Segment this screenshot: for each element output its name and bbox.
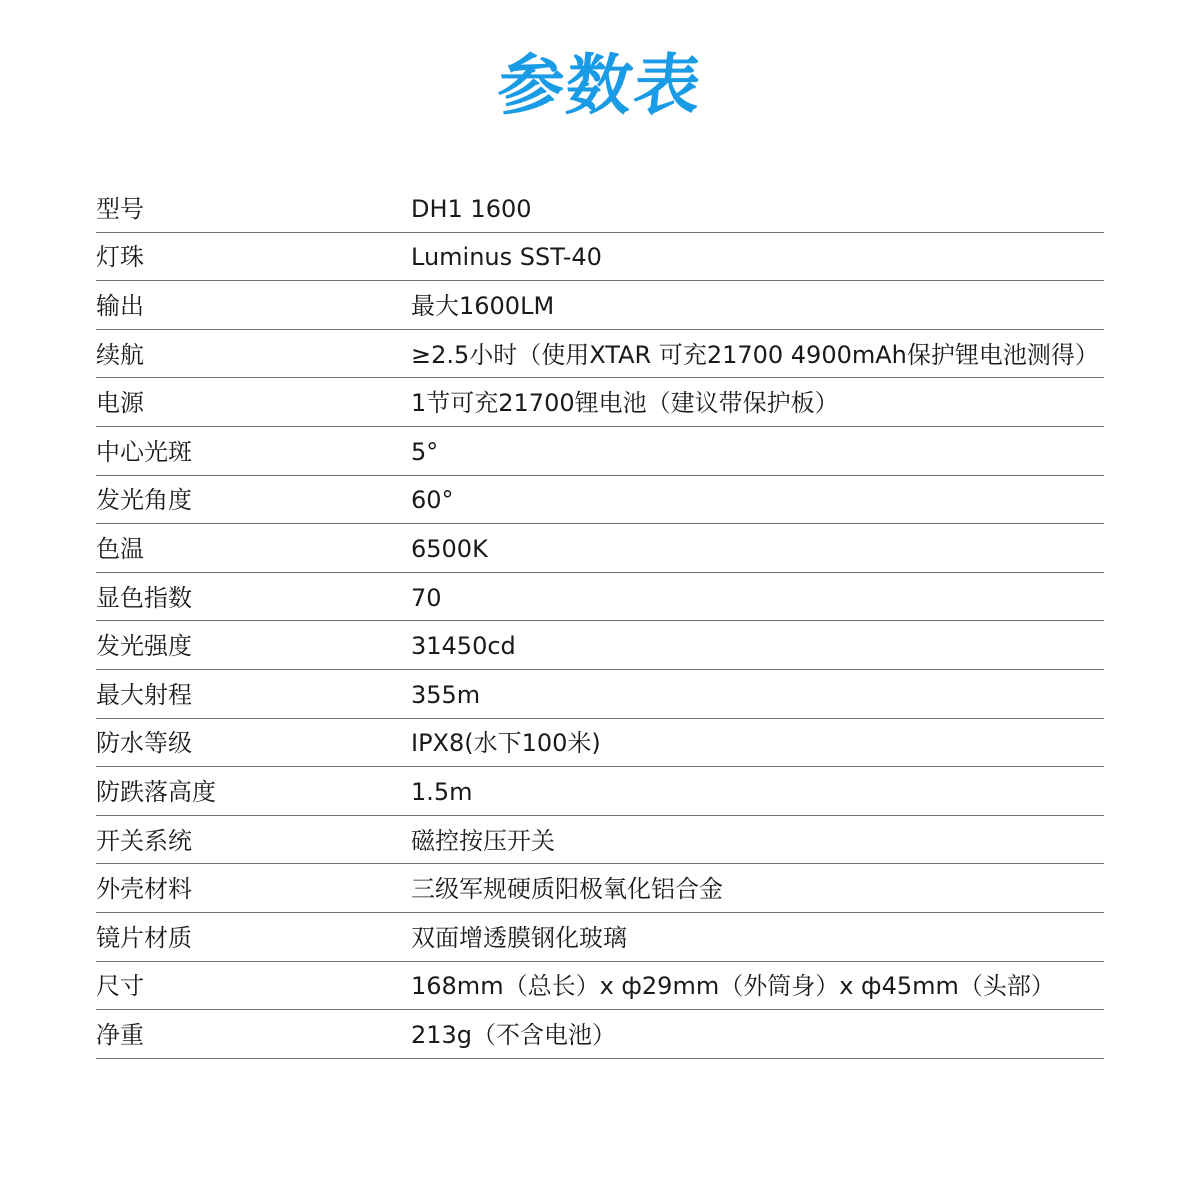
spec-label: 色温	[96, 534, 144, 563]
spec-row	[96, 281, 1104, 330]
spec-value: 5°	[411, 437, 439, 466]
spec-label: 防水等级	[96, 729, 192, 758]
spec-row	[96, 719, 1104, 768]
spec-value: 213g（不含电池）	[411, 1020, 617, 1049]
spec-label: 发光角度	[96, 486, 192, 515]
spec-label: 输出	[96, 291, 144, 320]
spec-label: 尺寸	[96, 972, 144, 1001]
spec-label: 最大射程	[96, 680, 192, 709]
spec-label: 防跌落高度	[96, 777, 216, 806]
spec-value: 三级军规硬质阳极氧化铝合金	[411, 875, 723, 904]
spec-value: 168mm（总长）x ф29mm（外筒身）x ф45mm（头部）	[411, 972, 1055, 1001]
spec-row	[96, 767, 1104, 816]
spec-value: 1.5m	[411, 777, 473, 806]
spec-row	[96, 573, 1104, 622]
spec-label: 电源	[96, 389, 144, 418]
spec-row	[96, 816, 1104, 865]
spec-row	[96, 476, 1104, 525]
spec-label: 开关系统	[96, 826, 192, 855]
spec-value: 60°	[411, 486, 454, 515]
spec-row	[96, 864, 1104, 913]
spec-value: Luminus SST-40	[411, 243, 602, 272]
spec-label: 续航	[96, 340, 144, 369]
spec-row	[96, 184, 1104, 233]
spec-row	[96, 524, 1104, 573]
spec-label: 显色指数	[96, 583, 192, 612]
spec-row	[96, 913, 1104, 962]
spec-table	[96, 184, 1104, 1059]
spec-row	[96, 330, 1104, 379]
spec-row	[96, 427, 1104, 476]
page-title: 参数表	[494, 47, 707, 124]
spec-value: 磁控按压开关	[411, 826, 555, 855]
spec-label: 发光强度	[96, 632, 192, 661]
spec-row	[96, 233, 1104, 282]
spec-value: 最大1600LM	[411, 291, 555, 320]
spec-label: 外壳材料	[96, 875, 192, 904]
spec-value: DH1 1600	[411, 194, 532, 223]
spec-row	[96, 378, 1104, 427]
spec-value: 6500K	[411, 534, 488, 563]
spec-row	[96, 1010, 1104, 1059]
spec-label: 净重	[96, 1020, 144, 1049]
spec-value: 355m	[411, 680, 481, 709]
spec-row	[96, 670, 1104, 719]
spec-value: ≥2.5小时（使用XTAR 可充21700 4900mAh保护锂电池测得）	[411, 340, 1099, 369]
spec-value: 双面增透膜钢化玻璃	[411, 923, 627, 952]
spec-label: 型号	[96, 194, 144, 223]
spec-label: 中心光斑	[96, 437, 192, 466]
spec-value: 1节可充21700锂电池（建议带保护板）	[411, 389, 839, 418]
spec-value: 70	[411, 583, 442, 612]
spec-row	[96, 621, 1104, 670]
spec-label: 镜片材质	[96, 923, 192, 952]
spec-label: 灯珠	[96, 243, 144, 272]
spec-value: 31450cd	[411, 632, 516, 661]
spec-value: IPX8(水下100米)	[411, 729, 601, 758]
spec-row	[96, 962, 1104, 1011]
